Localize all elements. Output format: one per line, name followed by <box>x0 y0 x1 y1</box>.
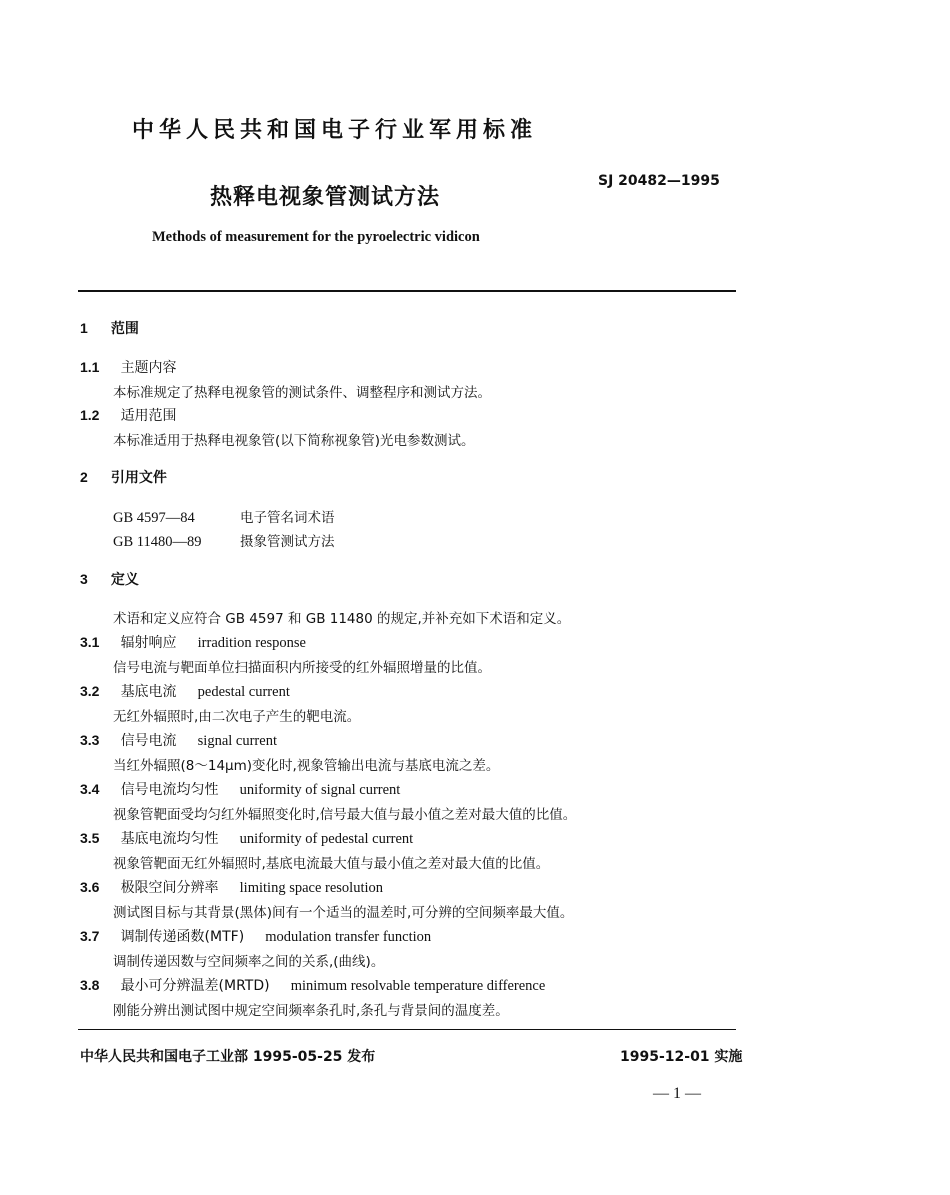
definition-number: 3.4 <box>80 781 100 797</box>
section-title: 主题内容 <box>120 360 177 376</box>
definition-3-4-text: 视象管靶面受均匀红外辐照变化时,信号最大值与最小值之差对最大值的比值。 <box>113 807 577 823</box>
document-title-cn: 热释电视象管测试方法 <box>210 185 441 210</box>
definition-term: 最小可分辨温差(MRTD) <box>120 978 270 994</box>
definition-number: 3.5 <box>80 830 100 846</box>
definition-3-4-heading <box>80 779 400 799</box>
reference-name: 摄象管测试方法 <box>240 534 335 550</box>
definition-term: 极限空间分辨率 <box>120 880 219 896</box>
definition-3-3-heading <box>80 730 277 750</box>
definition-term: 信号电流均匀性 <box>120 782 219 798</box>
definition-3-6-text: 测试图目标与其背景(黑体)间有一个适当的温差时,可分辨的空间频率最大值。 <box>113 905 574 921</box>
definition-3-3-text: 当红外辐照(8～14μm)变化时,视象管输出电流与基底电流之差。 <box>113 758 500 774</box>
definition-term-en: modulation transfer function <box>265 929 432 945</box>
page-number: — 1 — <box>653 1085 701 1102</box>
definition-3-5-heading <box>80 828 413 848</box>
section-title: 适用范围 <box>120 408 177 424</box>
section-1-2-heading <box>80 405 177 425</box>
definition-term: 信号电流 <box>120 733 177 749</box>
section-title: 范围 <box>110 321 139 337</box>
section-number: 2 <box>80 469 88 485</box>
header-divider <box>78 290 736 292</box>
definition-3-7-heading <box>80 926 431 946</box>
definition-term: 基底电流 <box>120 684 177 700</box>
definition-3-8-heading <box>80 975 545 995</box>
effective-date: 1995-12-01 实施 <box>620 1049 743 1065</box>
section-3-intro: 术语和定义应符合 GB 4597 和 GB 11480 的规定,并补充如下术语和定义。 <box>113 611 571 627</box>
definition-term: 辐射响应 <box>120 635 177 651</box>
standard-code: SJ 20482—1995 <box>598 173 720 189</box>
definition-term-en: limiting space resolution <box>239 880 384 896</box>
definition-term: 调制传递函数(MTF) <box>120 929 245 945</box>
definition-3-2-text: 无红外辐照时,由二次电子产生的靶电流。 <box>113 709 361 725</box>
definition-number: 3.3 <box>80 732 100 748</box>
issue-statement: 中华人民共和国电子工业部 1995-05-25 发布 <box>80 1049 376 1065</box>
reference-code: GB 4597—84 <box>113 510 195 526</box>
section-3-heading <box>80 569 139 589</box>
definition-3-7-text: 调制传递因数与空间频率之间的关系,(曲线)。 <box>113 954 385 970</box>
reference-item <box>113 530 335 551</box>
definition-number: 3.6 <box>80 879 100 895</box>
definition-term-en: irradition response <box>197 635 306 651</box>
definition-3-8-text: 刚能分辨出测试图中规定空间频率条孔时,条孔与背景间的温度差。 <box>113 1003 509 1019</box>
reference-code: GB 11480—89 <box>113 534 202 550</box>
definition-term-en: signal current <box>197 733 277 749</box>
section-1-heading <box>80 318 139 338</box>
section-title: 引用文件 <box>110 470 167 486</box>
definition-term-en: uniformity of signal current <box>239 782 401 798</box>
issuing-body-title: 中华人民共和国电子行业军用标准 <box>132 118 538 143</box>
document-title-en: Methods of measurement for the pyroelectric vidicon <box>152 229 480 245</box>
section-title: 定义 <box>110 572 139 588</box>
definition-term: 基底电流均匀性 <box>120 831 219 847</box>
definition-3-2-heading <box>80 681 290 701</box>
definition-term-en: pedestal current <box>197 684 290 700</box>
definition-term-en: uniformity of pedestal current <box>239 831 414 847</box>
definition-3-5-text: 视象管靶面无红外辐照时,基底电流最大值与最小值之差对最大值的比值。 <box>113 856 550 872</box>
section-1-1-text: 本标准规定了热释电视象管的测试条件、调整程序和测试方法。 <box>113 385 491 401</box>
definition-number: 3.2 <box>80 683 100 699</box>
section-number: 3 <box>80 571 88 587</box>
reference-item <box>113 506 335 527</box>
section-number: 1.2 <box>80 407 100 423</box>
definition-number: 3.1 <box>80 634 100 650</box>
definition-3-1-text: 信号电流与靶面单位扫描面积内所接受的红外辐照增量的比值。 <box>113 660 491 676</box>
section-1-2-text: 本标准适用于热释电视象管(以下简称视象管)光电参数测试。 <box>113 433 475 449</box>
section-1-1-heading <box>80 357 177 377</box>
reference-name: 电子管名词术语 <box>240 510 335 526</box>
definition-number: 3.8 <box>80 977 100 993</box>
section-number: 1.1 <box>80 359 100 375</box>
definition-3-1-heading <box>80 632 306 652</box>
definition-3-6-heading <box>80 877 383 897</box>
footer-divider <box>78 1029 736 1030</box>
definition-term-en: minimum resolvable temperature difference <box>290 978 546 994</box>
section-number: 1 <box>80 320 88 336</box>
section-2-heading <box>80 467 167 487</box>
definition-number: 3.7 <box>80 928 100 944</box>
